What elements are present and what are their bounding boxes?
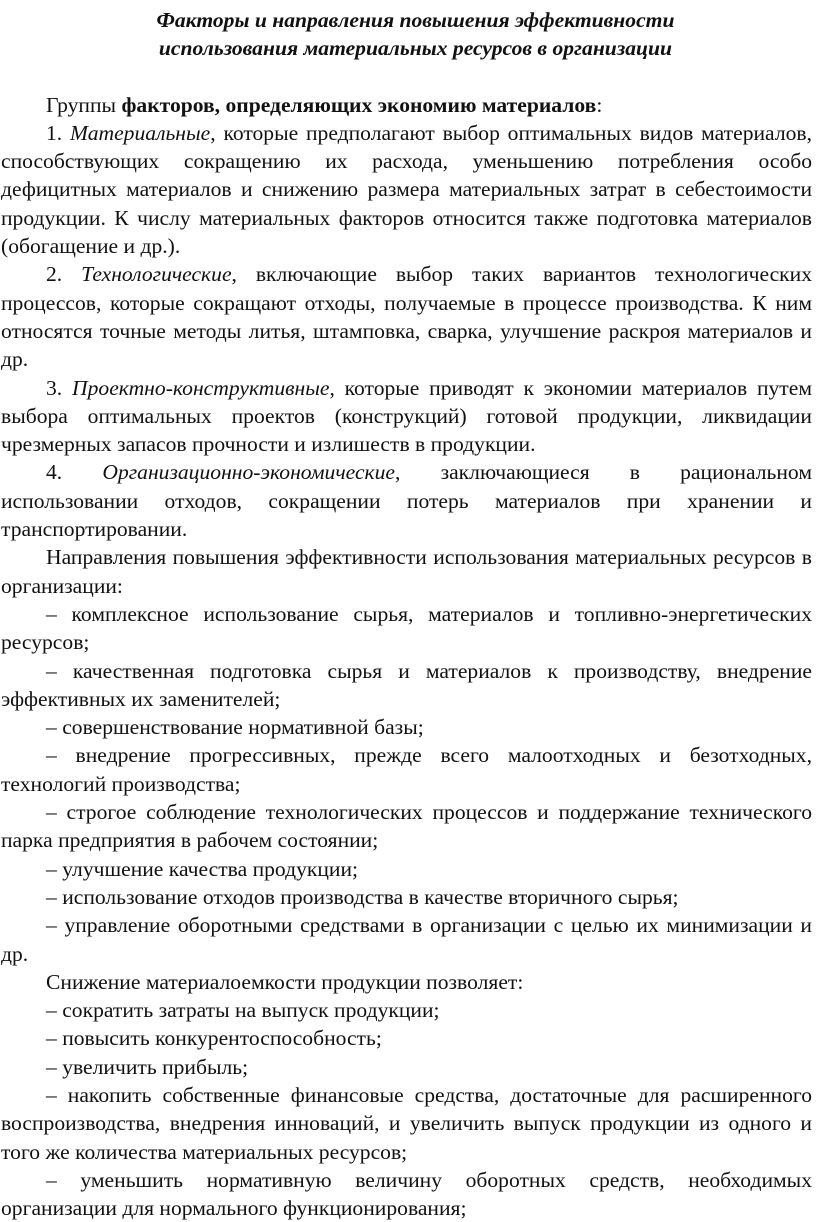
- factor-item: [1, 260, 812, 373]
- factor-term: Технологические: [81, 262, 232, 287]
- list-item: – уменьшить нормативную величину оборотных средств, необходимых организации для нормального функционирования;: [1, 1167, 812, 1221]
- factor-number: 2.: [46, 262, 63, 287]
- list-item: – сократить затраты на выпуск продукции;: [46, 998, 440, 1023]
- intro-bold: факторов, определяющих экономию материалов: [121, 92, 597, 117]
- title-line-2: использования материальных ресурсов в организации: [158, 36, 673, 61]
- factor-number: 4.: [46, 460, 63, 485]
- list-item: – повысить конкурентоспособность;: [46, 1026, 382, 1051]
- factor-number: 3.: [46, 375, 63, 400]
- factor-item: [1, 119, 812, 260]
- factor-item: [1, 374, 812, 459]
- list-item: – улучшение качества продукции;: [46, 856, 359, 881]
- list-item: – внедрение прогрессивных, прежде всего малоотходных и безотходных, технологий производства;: [1, 743, 812, 796]
- factor-text: , которые предполагают выбор оптимальных видов материалов, способствующих сокращению их расхода, уменьшению потребления особо дефицитных материалов и снижению размера материальных затрат в себестоимости продукции. К числу материальных факторов относится также подготовка материалов (обогащение и др.).: [1, 120, 812, 259]
- factor-text: , включающие выбор таких вариантов технологических процессов, которые сокращают отходы, получаемые в процессе производства. К ним относятся точные методы литья, штамповка, сварка, улучшение раскроя материалов и др.: [1, 262, 812, 372]
- factor-number: 1.: [46, 120, 63, 145]
- factor-item: [1, 458, 812, 543]
- factors-intro: [1, 91, 812, 119]
- list-item: – увеличить прибыль;: [46, 1054, 249, 1079]
- title-line-1: Факторы и направления повышения эффективности: [156, 8, 675, 32]
- list-item: – строгое соблюдение технологических процессов и поддержание технического парка предприятия в рабочем состоянии;: [1, 800, 812, 853]
- list-item: – совершенствование нормативной базы;: [46, 715, 424, 740]
- reduction-heading: Снижение материалоемкости продукции позволяет:: [46, 969, 524, 994]
- factor-term: Проектно-конструктивные: [72, 375, 330, 400]
- intro-suffix: :: [596, 92, 603, 117]
- factor-text: , заключающиеся в рациональном использовании отходов, сокращении потерь материалов при хранении и транспортировании.: [1, 460, 812, 542]
- list-item: – использование отходов производства в качестве вторичного сырья;: [46, 884, 679, 909]
- factor-term: Материальные: [70, 120, 211, 145]
- factor-term: Организационно-экономические: [102, 460, 396, 485]
- intro-prefix: Группы: [46, 92, 122, 117]
- list-item: – комплексное использование сырья, материалов и топливно-энергетических ресурсов;: [1, 601, 812, 655]
- document-title: [1, 6, 812, 63]
- directions-heading: Направления повышения эффективности использования материальных ресурсов в организации:: [1, 545, 812, 598]
- list-item: – управление оборотными средствами в организации с целью их минимизации и др.: [1, 913, 812, 966]
- factor-text: , которые приводят к экономии материалов путем выбора оптимальных проектов (конструкций) готовой продукции, ликвидации чрезмерных запасов прочности и излишеств в продукции.: [1, 375, 812, 457]
- list-item: – накопить собственные финансовые средства, достаточные для расширенного воспроизводства, внедрения инноваций, и увеличить выпуск продукции из одного и того же количества материальных ресурсов;: [1, 1082, 812, 1164]
- list-item: – качественная подготовка сырья и материалов к производству, внедрение эффективных их заменителей;: [1, 658, 812, 711]
